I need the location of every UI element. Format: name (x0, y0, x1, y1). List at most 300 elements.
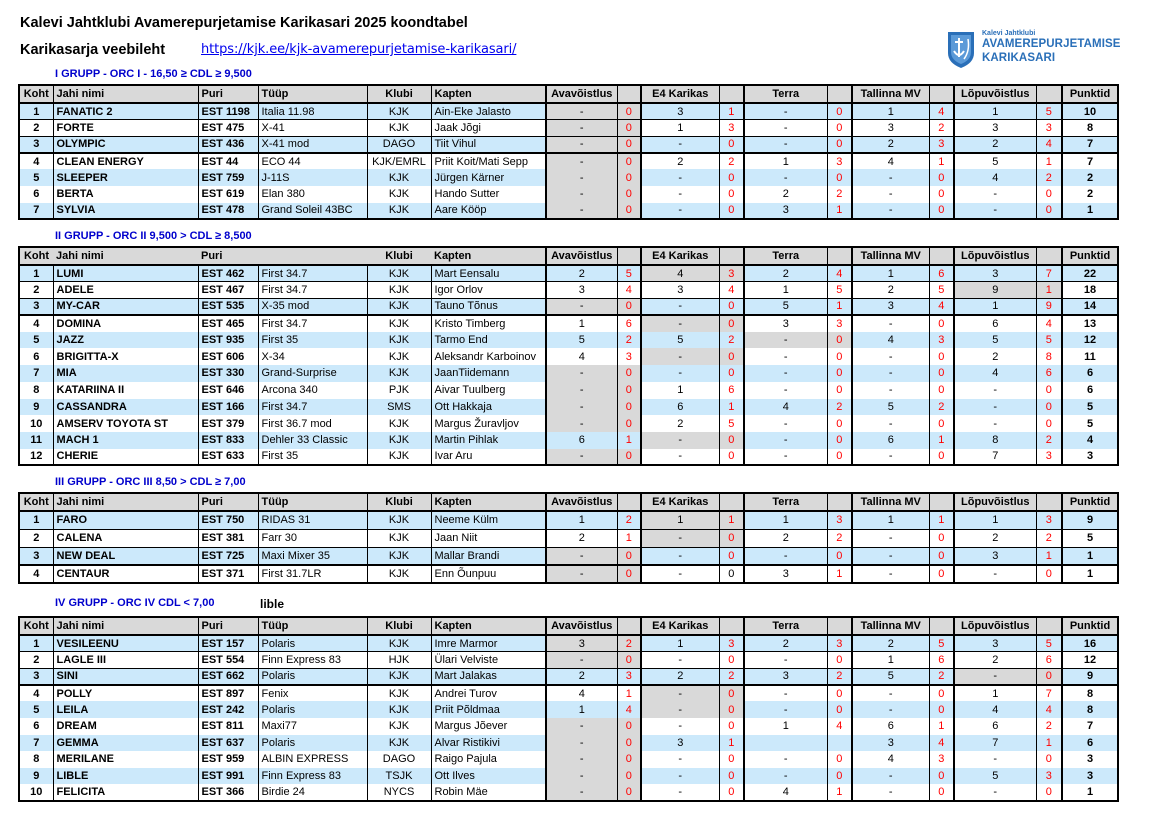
cell-tallinna-mv: 3 (852, 298, 929, 315)
results-table (18, 246, 1119, 466)
column-header-lopuvoistlus-points (1036, 85, 1062, 103)
cell-e4-karikas: 2 (641, 153, 719, 170)
column-header-avavoistlus: Avavõistlus (546, 493, 617, 511)
cell-e4-karikas-points: 0 (719, 449, 744, 466)
cell-e4-karikas: - (641, 529, 719, 547)
cell-puri: EST 535 (198, 298, 258, 315)
cell-kapten: Mallar Brandi (431, 547, 546, 565)
cell-lopuvoistlus-points: 8 (1036, 348, 1062, 365)
cell-jahi-nimi: SLEEPER (53, 169, 198, 186)
cell-klubi: KJK (367, 701, 431, 718)
cell-lopuvoistlus-points: 4 (1036, 701, 1062, 718)
cell-terra-points: 4 (827, 265, 852, 282)
cell-tallinna-mv-points: 1 (929, 511, 954, 529)
cell-kapten: Aare Kööp (431, 203, 546, 220)
cell-lopuvoistlus: - (954, 382, 1036, 399)
cell-e4-karikas: - (641, 768, 719, 785)
cell-tyyp: ALBIN EXPRESS (258, 751, 367, 768)
cell-e4-karikas: 1 (641, 382, 719, 399)
cell-avavoistlus-points: 2 (617, 511, 641, 529)
cell-koht: 7 (19, 735, 53, 752)
cell-terra-points: 0 (827, 768, 852, 785)
column-header-lopuvoistlus-points (1036, 617, 1062, 635)
cell-punktid: 7 (1062, 136, 1118, 153)
column-header-terra: Terra (744, 247, 827, 265)
cell-e4-karikas-points: 0 (719, 529, 744, 547)
table-row (19, 298, 1118, 315)
cell-klubi: KJK (367, 449, 431, 466)
cell-klubi: KJK (367, 315, 431, 332)
cell-avavoistlus-points: 2 (617, 332, 641, 349)
cell-e4-karikas-points: 2 (719, 332, 744, 349)
cell-e4-karikas: - (641, 701, 719, 718)
cell-tallinna-mv: - (852, 315, 929, 332)
cell-terra: 5 (744, 298, 827, 315)
cell-e4-karikas-points: 3 (719, 265, 744, 282)
cell-jahi-nimi: VESILEENU (53, 635, 198, 652)
column-header-terra: Terra (744, 617, 827, 635)
cell-klubi: KJK (367, 529, 431, 547)
cell-avavoistlus-points: 6 (617, 315, 641, 332)
cell-jahi-nimi: SINI (53, 668, 198, 685)
cell-kapten: Igor Orlov (431, 282, 546, 299)
column-header-tallinna-mv: Tallinna MV (852, 85, 929, 103)
cell-avavoistlus-points: 0 (617, 298, 641, 315)
cell-terra-points: 0 (827, 685, 852, 702)
cell-avavoistlus: - (546, 735, 617, 752)
cell-kapten: Kristo Timberg (431, 315, 546, 332)
cell-terra: 4 (744, 784, 827, 801)
cell-kapten: Jaak Jõgi (431, 120, 546, 137)
table-row (19, 511, 1118, 529)
cell-tallinna-mv-points: 1 (929, 153, 954, 170)
cell-tyyp: Italia 11.98 (258, 103, 367, 120)
table-row (19, 668, 1118, 685)
cell-terra: - (744, 365, 827, 382)
cell-lopuvoistlus: 4 (954, 169, 1036, 186)
table-row (19, 449, 1118, 466)
cell-puri: EST 44 (198, 153, 258, 170)
table-row (19, 332, 1118, 349)
table-row (19, 365, 1118, 382)
cell-tyyp: Polaris (258, 668, 367, 685)
cell-avavoistlus: - (546, 415, 617, 432)
table-row (19, 415, 1118, 432)
cell-puri: EST 633 (198, 449, 258, 466)
cell-koht: 4 (19, 153, 53, 170)
cell-e4-karikas: - (641, 652, 719, 669)
cell-lopuvoistlus: 2 (954, 529, 1036, 547)
cell-e4-karikas-points: 0 (719, 186, 744, 203)
cell-tallinna-mv: 1 (852, 511, 929, 529)
cell-tallinna-mv: - (852, 186, 929, 203)
cell-lopuvoistlus: 1 (954, 103, 1036, 120)
cell-tallinna-mv-points: 0 (929, 449, 954, 466)
cell-tallinna-mv: 1 (852, 103, 929, 120)
cell-kapten: Tarmo End (431, 332, 546, 349)
cell-kapten: Mart Jalakas (431, 668, 546, 685)
cell-puri: EST 475 (198, 120, 258, 137)
cell-klubi: HJK (367, 652, 431, 669)
cell-koht: 8 (19, 382, 53, 399)
table-row (19, 529, 1118, 547)
cell-lopuvoistlus: 3 (954, 265, 1036, 282)
cell-tyyp: First 31.7LR (258, 565, 367, 583)
cell-lopuvoistlus-points: 2 (1036, 718, 1062, 735)
cell-avavoistlus: - (546, 103, 617, 120)
cell-puri: EST 759 (198, 169, 258, 186)
logo-line-2: AVAMEREPURJETAMISE (982, 38, 1121, 50)
cell-koht: 5 (19, 169, 53, 186)
cell-lopuvoistlus-points: 0 (1036, 399, 1062, 416)
column-header-terra-points (827, 493, 852, 511)
cell-tallinna-mv: - (852, 784, 929, 801)
cell-e4-karikas-points: 0 (719, 768, 744, 785)
cell-avavoistlus: 1 (546, 315, 617, 332)
cell-avavoistlus: - (546, 768, 617, 785)
column-header-avavoistlus-points (617, 493, 641, 511)
cell-tyyp: RIDAS 31 (258, 511, 367, 529)
column-header-lopuvoistlus: Lõpuvõistlus (954, 85, 1036, 103)
cell-terra: 1 (744, 282, 827, 299)
cell-punktid: 8 (1062, 685, 1118, 702)
cell-tyyp: X-34 (258, 348, 367, 365)
column-header-e4-karikas: E4 Karikas (641, 617, 719, 635)
cell-punktid: 12 (1062, 652, 1118, 669)
cell-terra: - (744, 432, 827, 449)
cell-terra-points: 2 (827, 668, 852, 685)
cell-avavoistlus-points: 0 (617, 399, 641, 416)
cell-puri: EST 436 (198, 136, 258, 153)
cell-lopuvoistlus: - (954, 186, 1036, 203)
cell-tallinna-mv: 2 (852, 136, 929, 153)
cell-avavoistlus-points: 0 (617, 768, 641, 785)
cell-punktid: 6 (1062, 365, 1118, 382)
table-row (19, 315, 1118, 332)
cell-punktid: 6 (1062, 735, 1118, 752)
cell-klubi: KJK (367, 186, 431, 203)
column-header-klubi: Klubi (367, 617, 431, 635)
cell-terra-points: 3 (827, 153, 852, 170)
cell-lopuvoistlus: 9 (954, 282, 1036, 299)
table-header-row (19, 85, 1118, 103)
cell-lopuvoistlus-points: 6 (1036, 365, 1062, 382)
website-link[interactable]: https://kjk.ee/kjk-avamerepurjetamise-karikasari/ (201, 42, 517, 57)
cell-koht: 7 (19, 203, 53, 220)
cell-lopuvoistlus: 6 (954, 718, 1036, 735)
cell-jahi-nimi: LEILA (53, 701, 198, 718)
cell-klubi: KJK (367, 668, 431, 685)
cell-kapten: Ain-Eke Jalasto (431, 103, 546, 120)
cell-e4-karikas-points: 1 (719, 103, 744, 120)
cell-lopuvoistlus-points: 4 (1036, 136, 1062, 153)
cell-koht: 2 (19, 282, 53, 299)
cell-e4-karikas: - (641, 298, 719, 315)
cell-e4-karikas: - (641, 169, 719, 186)
cell-punktid: 13 (1062, 315, 1118, 332)
cell-terra-points: 3 (827, 511, 852, 529)
column-header-e4-karikas: E4 Karikas (641, 247, 719, 265)
column-header-kapten: Kapten (431, 85, 546, 103)
cell-e4-karikas: - (641, 136, 719, 153)
cell-puri: EST 646 (198, 382, 258, 399)
cell-terra: 2 (744, 635, 827, 652)
cell-terra: - (744, 415, 827, 432)
cell-jahi-nimi: DREAM (53, 718, 198, 735)
cell-jahi-nimi: OLYMPIC (53, 136, 198, 153)
cell-avavoistlus: - (546, 399, 617, 416)
cell-jahi-nimi: BRIGITTA-X (53, 348, 198, 365)
cell-koht: 2 (19, 529, 53, 547)
cell-punktid: 12 (1062, 332, 1118, 349)
cell-avavoistlus: - (546, 449, 617, 466)
cell-e4-karikas: 1 (641, 511, 719, 529)
cell-klubi: KJK (367, 735, 431, 752)
cell-tyyp: Finn Express 83 (258, 652, 367, 669)
cell-tallinna-mv-points: 2 (929, 120, 954, 137)
cell-terra-points: 0 (827, 432, 852, 449)
cell-kapten: Martin Pihlak (431, 432, 546, 449)
cell-lopuvoistlus-points: 0 (1036, 751, 1062, 768)
cell-koht: 6 (19, 718, 53, 735)
cell-tallinna-mv-points: 0 (929, 348, 954, 365)
column-header-avavoistlus-points (617, 85, 641, 103)
cell-klubi: KJK (367, 348, 431, 365)
cell-koht: 10 (19, 415, 53, 432)
column-header-koht: Koht (19, 85, 53, 103)
column-header-tallinna-mv-points (929, 617, 954, 635)
column-header-e4-karikas-points (719, 85, 744, 103)
cell-avavoistlus: 6 (546, 432, 617, 449)
cell-puri: EST 833 (198, 432, 258, 449)
cell-jahi-nimi: MERILANE (53, 751, 198, 768)
table-row (19, 382, 1118, 399)
cell-kapten: Tauno Tõnus (431, 298, 546, 315)
cell-koht: 4 (19, 315, 53, 332)
cell-lopuvoistlus-points: 1 (1036, 547, 1062, 565)
cell-lopuvoistlus-points: 0 (1036, 784, 1062, 801)
cell-lopuvoistlus-points: 0 (1036, 186, 1062, 203)
cell-lopuvoistlus-points: 3 (1036, 768, 1062, 785)
cell-tyyp: Maxi Mixer 35 (258, 547, 367, 565)
cell-tallinna-mv-points: 0 (929, 203, 954, 220)
cell-koht: 6 (19, 186, 53, 203)
cell-avavoistlus-points: 0 (617, 784, 641, 801)
cell-punktid: 7 (1062, 153, 1118, 170)
cell-klubi: KJK (367, 265, 431, 282)
cell-klubi: KJK (367, 415, 431, 432)
cell-tallinna-mv-points: 3 (929, 332, 954, 349)
column-header-terra: Terra (744, 493, 827, 511)
cell-e4-karikas-points: 4 (719, 282, 744, 299)
table-row (19, 718, 1118, 735)
cell-tyyp: Polaris (258, 701, 367, 718)
cell-klubi: KJK/EMRL (367, 153, 431, 170)
cell-avavoistlus: 2 (546, 668, 617, 685)
cell-terra: - (744, 103, 827, 120)
cell-avavoistlus: - (546, 652, 617, 669)
cell-avavoistlus-points: 0 (617, 718, 641, 735)
cell-koht: 4 (19, 685, 53, 702)
cell-kapten: Alvar Ristikivi (431, 735, 546, 752)
cell-koht: 3 (19, 547, 53, 565)
cell-klubi: KJK (367, 120, 431, 137)
cell-punktid: 14 (1062, 298, 1118, 315)
cell-punktid: 5 (1062, 415, 1118, 432)
cell-avavoistlus: 5 (546, 332, 617, 349)
cell-jahi-nimi: LIBLE (53, 768, 198, 785)
cell-lopuvoistlus-points: 5 (1036, 103, 1062, 120)
cell-punktid: 2 (1062, 186, 1118, 203)
column-header-tallinna-mv-points (929, 247, 954, 265)
column-header-punktid: Punktid (1062, 85, 1118, 103)
column-header-avavoistlus-points (617, 617, 641, 635)
cell-terra: - (744, 136, 827, 153)
cell-jahi-nimi: MACH 1 (53, 432, 198, 449)
cell-jahi-nimi: FORTE (53, 120, 198, 137)
cell-terra: - (744, 382, 827, 399)
cell-jahi-nimi: KATARIINA II (53, 382, 198, 399)
cell-punktid: 3 (1062, 751, 1118, 768)
cell-lopuvoistlus: 3 (954, 547, 1036, 565)
cell-koht: 4 (19, 565, 53, 583)
cell-lopuvoistlus-points: 3 (1036, 511, 1062, 529)
column-header-klubi: Klubi (367, 493, 431, 511)
cell-puri: EST 554 (198, 652, 258, 669)
group-note: lible (260, 597, 285, 611)
cell-e4-karikas: 3 (641, 103, 719, 120)
column-header-klubi: Klubi (367, 247, 431, 265)
cell-puri: EST 242 (198, 701, 258, 718)
cell-terra (744, 735, 827, 752)
cell-kapten: Margus Jõever (431, 718, 546, 735)
cell-lopuvoistlus: - (954, 565, 1036, 583)
cell-kapten: Jürgen Kärner (431, 169, 546, 186)
table-row (19, 399, 1118, 416)
cell-e4-karikas-points: 0 (719, 701, 744, 718)
table-row (19, 635, 1118, 652)
cell-avavoistlus: - (546, 136, 617, 153)
cell-terra: - (744, 652, 827, 669)
cell-lopuvoistlus-points: 1 (1036, 735, 1062, 752)
cell-terra-points: 1 (827, 298, 852, 315)
cell-koht: 10 (19, 784, 53, 801)
cell-puri: EST 465 (198, 315, 258, 332)
results-table (18, 616, 1119, 802)
column-header-e4-karikas-points (719, 247, 744, 265)
cell-koht: 2 (19, 120, 53, 137)
cell-koht: 11 (19, 432, 53, 449)
cell-punktid: 1 (1062, 547, 1118, 565)
cell-klubi: KJK (367, 298, 431, 315)
cell-koht: 9 (19, 768, 53, 785)
cell-lopuvoistlus: - (954, 415, 1036, 432)
cell-tyyp: First 34.7 (258, 265, 367, 282)
column-header-tyyp: Tüüp (258, 617, 367, 635)
cell-e4-karikas: 2 (641, 415, 719, 432)
cell-lopuvoistlus-points: 1 (1036, 282, 1062, 299)
cell-tallinna-mv: 3 (852, 120, 929, 137)
cell-tallinna-mv-points: 2 (929, 668, 954, 685)
table-row (19, 153, 1118, 170)
cell-e4-karikas-points: 2 (719, 668, 744, 685)
column-header-tyyp: Tüüp (258, 85, 367, 103)
cell-avavoistlus-points: 0 (617, 153, 641, 170)
cell-avavoistlus-points: 3 (617, 348, 641, 365)
cell-e4-karikas-points: 0 (719, 652, 744, 669)
column-header-tallinna-mv: Tallinna MV (852, 247, 929, 265)
cell-tallinna-mv-points: 6 (929, 265, 954, 282)
cell-avavoistlus: 4 (546, 348, 617, 365)
cell-koht: 7 (19, 365, 53, 382)
cell-klubi: KJK (367, 432, 431, 449)
cell-punktid: 9 (1062, 511, 1118, 529)
cell-jahi-nimi: LUMI (53, 265, 198, 282)
cell-lopuvoistlus: 7 (954, 735, 1036, 752)
cell-e4-karikas-points: 6 (719, 382, 744, 399)
column-header-koht: Koht (19, 617, 53, 635)
cell-avavoistlus: - (546, 365, 617, 382)
cell-e4-karikas-points: 0 (719, 432, 744, 449)
cell-avavoistlus-points: 0 (617, 365, 641, 382)
column-header-tallinna-mv: Tallinna MV (852, 493, 929, 511)
cell-kapten: JaanTiidemann (431, 365, 546, 382)
cell-tallinna-mv-points: 4 (929, 735, 954, 752)
cell-tyyp: First 34.7 (258, 399, 367, 416)
cell-e4-karikas: 2 (641, 668, 719, 685)
cell-terra: - (744, 701, 827, 718)
column-header-terra-points (827, 617, 852, 635)
cell-puri: EST 381 (198, 529, 258, 547)
cell-tallinna-mv: 5 (852, 399, 929, 416)
cell-kapten: Imre Marmor (431, 635, 546, 652)
cell-terra-points: 2 (827, 399, 852, 416)
cell-klubi: KJK (367, 332, 431, 349)
column-header-kapten: Kapten (431, 617, 546, 635)
column-header-e4-karikas: E4 Karikas (641, 493, 719, 511)
cell-kapten: Robin Mäe (431, 784, 546, 801)
column-header-lopuvoistlus-points (1036, 493, 1062, 511)
cell-e4-karikas: - (641, 348, 719, 365)
cell-punktid: 5 (1062, 399, 1118, 416)
cell-tallinna-mv: - (852, 701, 929, 718)
cell-lopuvoistlus-points: 0 (1036, 415, 1062, 432)
cell-tallinna-mv-points: 0 (929, 186, 954, 203)
cell-tallinna-mv-points: 0 (929, 169, 954, 186)
cell-lopuvoistlus: 3 (954, 120, 1036, 137)
cell-punktid: 8 (1062, 120, 1118, 137)
column-header-e4-karikas: E4 Karikas (641, 85, 719, 103)
cell-tallinna-mv: - (852, 565, 929, 583)
cell-klubi: KJK (367, 282, 431, 299)
cell-kapten: Enn Õunpuu (431, 565, 546, 583)
column-header-e4-karikas-points (719, 493, 744, 511)
cell-puri: EST 750 (198, 511, 258, 529)
cell-e4-karikas: 3 (641, 282, 719, 299)
cell-jahi-nimi: CASSANDRA (53, 399, 198, 416)
cell-tyyp: Fenix (258, 685, 367, 702)
results-table (18, 492, 1119, 584)
cell-e4-karikas-points: 3 (719, 120, 744, 137)
cell-lopuvoistlus: - (954, 751, 1036, 768)
cell-jahi-nimi: CHERIE (53, 449, 198, 466)
cell-jahi-nimi: ADELE (53, 282, 198, 299)
cell-punktid: 10 (1062, 103, 1118, 120)
cell-e4-karikas-points: 0 (719, 718, 744, 735)
cell-avavoistlus-points: 0 (617, 120, 641, 137)
cell-lopuvoistlus: 8 (954, 432, 1036, 449)
cell-tyyp: First 36.7 mod (258, 415, 367, 432)
